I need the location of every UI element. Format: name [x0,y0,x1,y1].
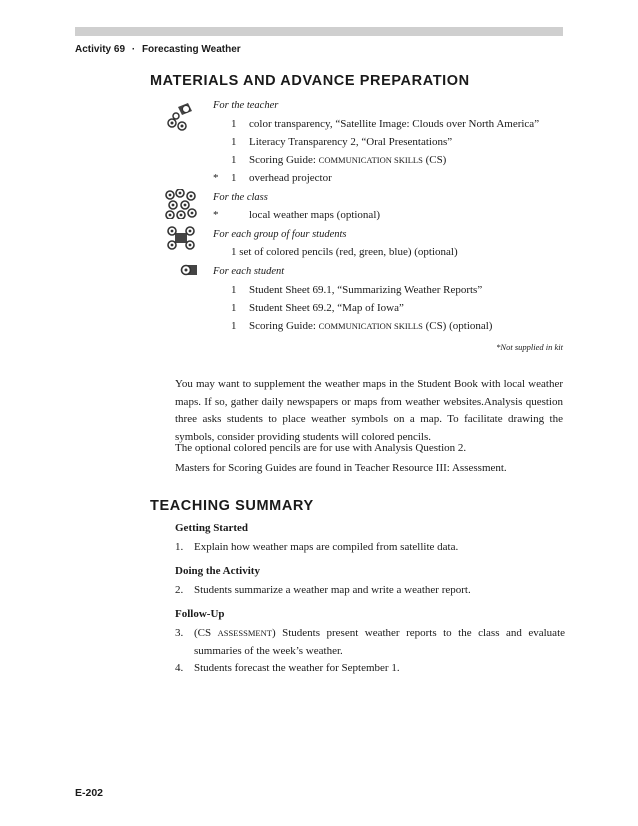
teacher-label: For the teacher [213,100,279,111]
list-item: 1 Student Sheet 69.1, “Summarizing Weather Reports” [231,284,483,296]
student-label: For each student [213,266,285,277]
footnote: *Not supplied in kit [496,342,563,352]
running-head [75,44,241,55]
class-label: For the class [213,192,268,203]
follow-up-label: Follow-Up [175,608,225,620]
not-supplied-mark: * [213,209,219,221]
list-item: 1 color transparency, “Satellite Image: Clouds over North America” [231,118,540,130]
preparation-paragraph: The optional colored pencils are for use with Analysis Question 2. [175,442,467,454]
getting-started-label: Getting Started [175,522,249,534]
list-item: 1 set of colored pencils (red, green, blue) (optional) [231,246,458,258]
doing-activity-label: Doing the Activity [175,565,260,577]
class-icon [164,189,198,219]
list-item: 2. Students summarize a weather map and write a weather report. [175,584,471,596]
list-item: 3. (CS ASSESSMENT) Students present weather reports to the class and evaluate summaries of the week’s weather. [175,627,566,657]
running-head-activity: Activity 69 [75,44,126,55]
list-item: 1 Student Sheet 69.2, “Map of Iowa” [231,302,404,314]
list-item: 1 Scoring Guide: COMMUNICATION SKILLS (CS) [231,154,447,166]
running-head-title: Forecasting Weather [141,44,241,55]
list-item: 1 Literacy Transparency 2, “Oral Presentations” [231,136,453,148]
list-item: 1 Scoring Guide: COMMUNICATION SKILLS (CS) (optional) [231,320,493,332]
list-item: 4. Students forecast the weather for September 1. [175,662,400,674]
preparation-paragraph: You may want to supplement the weather maps in the Student Book with local weather maps. If so, gather daily newspapers or maps from weather websites.Analysis question three asks students to place weather symbols on a map. To facilitate drawing the symbols, consider providing students will colored pencils. [175,378,563,443]
list-item: 1. Explain how weather maps are compiled from satellite data. [175,541,459,553]
list-item: * 1 overhead projector [213,172,332,184]
top-rule-bar [75,27,563,36]
running-head-separator: · [131,44,136,55]
materials-heading: MATERIALS AND ADVANCE PREPARATION [150,73,470,89]
teacher-icon [166,101,196,131]
student-icon [180,263,198,277]
group-icon [166,226,196,250]
list-item: * local weather maps (optional) [213,209,381,221]
preparation-paragraph: Masters for Scoring Guides are found in Teacher Resource III: Assessment. [175,462,507,474]
group-label: For each group of four students [213,229,347,240]
not-supplied-mark: * [213,172,219,184]
teaching-summary-heading: TEACHING SUMMARY [150,498,314,514]
page-number: E-202 [75,787,104,799]
